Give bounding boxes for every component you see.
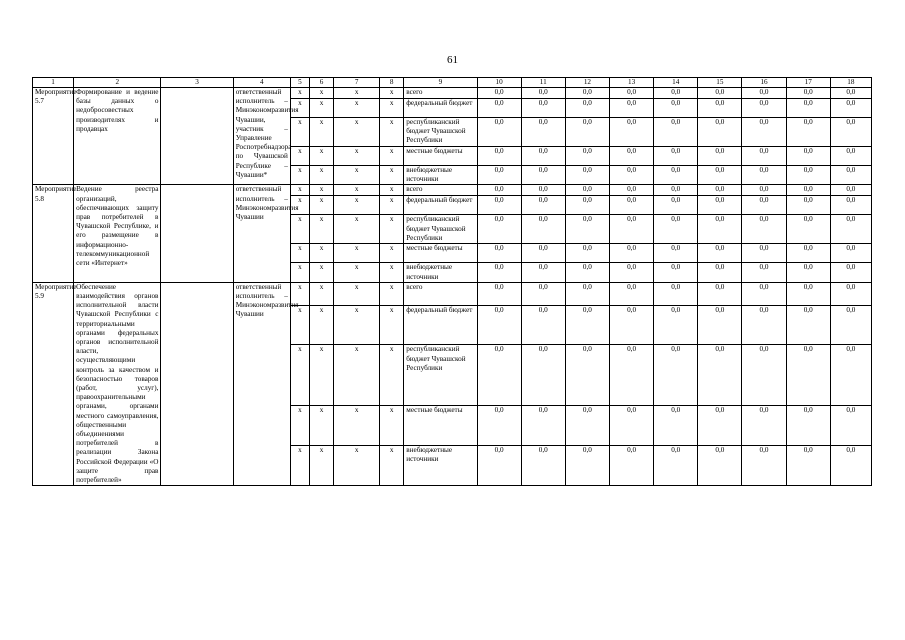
funding-source: внебюджетные источники xyxy=(404,445,477,486)
value-cell: 0,0 xyxy=(521,196,565,215)
value-cell: 0,0 xyxy=(742,263,786,282)
code-cell: x xyxy=(309,282,333,305)
value-cell: 0,0 xyxy=(742,185,786,196)
value-cell: 0,0 xyxy=(565,185,609,196)
value-cell: 0,0 xyxy=(609,196,653,215)
value-cell: 0,0 xyxy=(742,406,786,446)
value-cell: 0,0 xyxy=(609,166,653,185)
column-header: 17 xyxy=(786,78,830,88)
value-cell: 0,0 xyxy=(654,345,698,406)
code-cell: x xyxy=(290,305,309,345)
value-cell: 0,0 xyxy=(830,196,871,215)
value-cell: 0,0 xyxy=(654,406,698,446)
value-cell: 0,0 xyxy=(698,147,742,166)
value-cell: 0,0 xyxy=(565,215,609,244)
code-cell: x xyxy=(380,99,404,118)
table-row xyxy=(33,185,872,196)
code-cell: x xyxy=(334,406,380,446)
code-cell: x xyxy=(380,185,404,196)
value-cell: 0,0 xyxy=(609,99,653,118)
code-cell: x xyxy=(380,282,404,305)
value-cell: 0,0 xyxy=(654,263,698,282)
value-cell: 0,0 xyxy=(477,99,521,118)
value-cell: 0,0 xyxy=(521,118,565,147)
value-cell: 0,0 xyxy=(477,445,521,486)
value-cell: 0,0 xyxy=(565,263,609,282)
value-cell: 0,0 xyxy=(609,282,653,305)
funding-source: федеральный бюджет xyxy=(404,99,477,118)
value-cell: 0,0 xyxy=(786,215,830,244)
value-cell: 0,0 xyxy=(565,166,609,185)
value-cell: 0,0 xyxy=(654,305,698,345)
value-cell: 0,0 xyxy=(565,147,609,166)
code-cell: x xyxy=(290,445,309,486)
funding-source: местные бюджеты xyxy=(404,406,477,446)
column-header: 6 xyxy=(309,78,333,88)
code-cell: x xyxy=(334,88,380,99)
funding-source: федеральный бюджет xyxy=(404,305,477,345)
value-cell: 0,0 xyxy=(830,305,871,345)
code-cell: x xyxy=(290,406,309,446)
code-cell: x xyxy=(309,147,333,166)
value-cell: 0,0 xyxy=(786,185,830,196)
code-cell: x xyxy=(309,406,333,446)
activity-name: Обеспечение взаимодействия органов исполнительной власти Чувашской Республики с территориальными органами федеральных органов исполнительной власти, осуществляющими контроль за качеством и безопасностью товаров (работ, услуг), правоохранительными органами, органами местного самоуправления, общественными объединениями потребителей в реализации Закона Российской Федерации «О защите прав потребителей» xyxy=(74,282,161,485)
table-row xyxy=(33,282,872,305)
code-cell: x xyxy=(334,147,380,166)
value-cell: 0,0 xyxy=(521,406,565,446)
value-cell: 0,0 xyxy=(698,215,742,244)
value-cell: 0,0 xyxy=(830,185,871,196)
code-cell: x xyxy=(309,215,333,244)
column-header: 18 xyxy=(830,78,871,88)
column-3-cell xyxy=(161,282,233,485)
column-header: 14 xyxy=(654,78,698,88)
column-header: 16 xyxy=(742,78,786,88)
value-cell: 0,0 xyxy=(477,345,521,406)
value-cell: 0,0 xyxy=(521,88,565,99)
value-cell: 0,0 xyxy=(609,445,653,486)
code-cell: x xyxy=(380,118,404,147)
value-cell: 0,0 xyxy=(477,166,521,185)
value-cell: 0,0 xyxy=(521,282,565,305)
code-cell: x xyxy=(309,263,333,282)
value-cell: 0,0 xyxy=(786,147,830,166)
value-cell: 0,0 xyxy=(521,345,565,406)
value-cell: 0,0 xyxy=(786,166,830,185)
table-body xyxy=(33,88,872,486)
column-header: 7 xyxy=(334,78,380,88)
funding-source: всего xyxy=(404,282,477,305)
value-cell: 0,0 xyxy=(742,445,786,486)
value-cell: 0,0 xyxy=(698,445,742,486)
code-cell: x xyxy=(290,166,309,185)
column-header: 10 xyxy=(477,78,521,88)
column-header: 12 xyxy=(565,78,609,88)
value-cell: 0,0 xyxy=(609,244,653,263)
code-cell: x xyxy=(380,305,404,345)
code-cell: x xyxy=(334,345,380,406)
value-cell: 0,0 xyxy=(521,166,565,185)
code-cell: x xyxy=(290,118,309,147)
value-cell: 0,0 xyxy=(654,185,698,196)
code-cell: x xyxy=(309,305,333,345)
code-cell: x xyxy=(380,244,404,263)
value-cell: 0,0 xyxy=(786,345,830,406)
value-cell: 0,0 xyxy=(609,263,653,282)
value-cell: 0,0 xyxy=(521,445,565,486)
value-cell: 0,0 xyxy=(609,406,653,446)
code-cell: x xyxy=(309,445,333,486)
code-cell: x xyxy=(334,215,380,244)
funding-source: всего xyxy=(404,88,477,99)
code-cell: x xyxy=(380,147,404,166)
value-cell: 0,0 xyxy=(565,305,609,345)
activity-name: Ведение реестра организаций, обеспечивающих защиту прав потребителей в Чувашской Республике, и его размещение в информационно-телекоммуникационной сети «Интернет» xyxy=(74,185,161,282)
value-cell: 0,0 xyxy=(521,215,565,244)
value-cell: 0,0 xyxy=(742,147,786,166)
value-cell: 0,0 xyxy=(830,166,871,185)
value-cell: 0,0 xyxy=(830,263,871,282)
code-cell: x xyxy=(334,99,380,118)
column-header: 5 xyxy=(290,78,309,88)
code-cell: x xyxy=(380,215,404,244)
value-cell: 0,0 xyxy=(477,263,521,282)
value-cell: 0,0 xyxy=(609,118,653,147)
code-cell: x xyxy=(290,185,309,196)
value-cell: 0,0 xyxy=(477,88,521,99)
value-cell: 0,0 xyxy=(698,244,742,263)
executor-cell: ответственный исполнитель – Минэкономразвития Чувашии xyxy=(233,282,290,485)
value-cell: 0,0 xyxy=(830,99,871,118)
value-cell: 0,0 xyxy=(742,118,786,147)
column-header: 1 xyxy=(33,78,74,88)
activity-name: Формирование и ведение базы данных о недобросовестных производителях и продавцах xyxy=(74,88,161,185)
value-cell: 0,0 xyxy=(742,345,786,406)
value-cell: 0,0 xyxy=(830,215,871,244)
value-cell: 0,0 xyxy=(609,305,653,345)
value-cell: 0,0 xyxy=(786,305,830,345)
funding-source: республиканский бюджет Чувашской Республики xyxy=(404,345,477,406)
code-cell: x xyxy=(334,282,380,305)
code-cell: x xyxy=(334,244,380,263)
value-cell: 0,0 xyxy=(565,88,609,99)
value-cell: 0,0 xyxy=(786,99,830,118)
value-cell: 0,0 xyxy=(786,244,830,263)
value-cell: 0,0 xyxy=(654,166,698,185)
value-cell: 0,0 xyxy=(477,196,521,215)
value-cell: 0,0 xyxy=(698,305,742,345)
value-cell: 0,0 xyxy=(521,99,565,118)
column-header: 4 xyxy=(233,78,290,88)
code-cell: x xyxy=(309,244,333,263)
code-cell: x xyxy=(380,445,404,486)
value-cell: 0,0 xyxy=(698,185,742,196)
funding-source: внебюджетные источники xyxy=(404,166,477,185)
code-cell: x xyxy=(309,166,333,185)
value-cell: 0,0 xyxy=(565,118,609,147)
value-cell: 0,0 xyxy=(609,215,653,244)
value-cell: 0,0 xyxy=(830,88,871,99)
value-cell: 0,0 xyxy=(786,196,830,215)
value-cell: 0,0 xyxy=(786,118,830,147)
value-cell: 0,0 xyxy=(786,282,830,305)
activity-code: Мероприятие 5.8 xyxy=(33,185,74,282)
value-cell: 0,0 xyxy=(742,215,786,244)
header-row xyxy=(33,78,872,88)
code-cell: x xyxy=(380,263,404,282)
code-cell: x xyxy=(309,88,333,99)
code-cell: x xyxy=(290,282,309,305)
value-cell: 0,0 xyxy=(830,244,871,263)
value-cell: 0,0 xyxy=(830,118,871,147)
value-cell: 0,0 xyxy=(830,147,871,166)
code-cell: x xyxy=(380,196,404,215)
code-cell: x xyxy=(334,445,380,486)
code-cell: x xyxy=(290,215,309,244)
value-cell: 0,0 xyxy=(477,185,521,196)
code-cell: x xyxy=(309,345,333,406)
funding-source: всего xyxy=(404,185,477,196)
value-cell: 0,0 xyxy=(654,196,698,215)
code-cell: x xyxy=(334,118,380,147)
value-cell: 0,0 xyxy=(654,282,698,305)
executor-cell: ответственный исполнитель – Минэкономразвития Чувашии xyxy=(233,185,290,282)
value-cell: 0,0 xyxy=(565,282,609,305)
code-cell: x xyxy=(334,185,380,196)
code-cell: x xyxy=(290,99,309,118)
code-cell: x xyxy=(309,118,333,147)
value-cell: 0,0 xyxy=(786,406,830,446)
value-cell: 0,0 xyxy=(565,99,609,118)
code-cell: x xyxy=(290,88,309,99)
funding-source: местные бюджеты xyxy=(404,147,477,166)
value-cell: 0,0 xyxy=(609,185,653,196)
value-cell: 0,0 xyxy=(654,147,698,166)
value-cell: 0,0 xyxy=(698,263,742,282)
column-header: 11 xyxy=(521,78,565,88)
column-header: 13 xyxy=(609,78,653,88)
code-cell: x xyxy=(380,166,404,185)
value-cell: 0,0 xyxy=(609,88,653,99)
value-cell: 0,0 xyxy=(830,345,871,406)
value-cell: 0,0 xyxy=(742,244,786,263)
table-row xyxy=(33,88,872,99)
code-cell: x xyxy=(309,196,333,215)
value-cell: 0,0 xyxy=(654,88,698,99)
value-cell: 0,0 xyxy=(521,305,565,345)
budget-table xyxy=(32,77,872,486)
code-cell: x xyxy=(290,244,309,263)
column-header: 2 xyxy=(74,78,161,88)
value-cell: 0,0 xyxy=(654,99,698,118)
value-cell: 0,0 xyxy=(654,445,698,486)
value-cell: 0,0 xyxy=(477,215,521,244)
funding-source: внебюджетные источники xyxy=(404,263,477,282)
code-cell: x xyxy=(334,166,380,185)
value-cell: 0,0 xyxy=(521,244,565,263)
code-cell: x xyxy=(290,196,309,215)
value-cell: 0,0 xyxy=(698,196,742,215)
value-cell: 0,0 xyxy=(565,406,609,446)
code-cell: x xyxy=(290,263,309,282)
column-header: 3 xyxy=(161,78,233,88)
funding-source: местные бюджеты xyxy=(404,244,477,263)
funding-source: республиканский бюджет Чувашской Республики xyxy=(404,215,477,244)
code-cell: x xyxy=(309,99,333,118)
value-cell: 0,0 xyxy=(698,118,742,147)
column-header: 8 xyxy=(380,78,404,88)
value-cell: 0,0 xyxy=(698,345,742,406)
value-cell: 0,0 xyxy=(830,406,871,446)
value-cell: 0,0 xyxy=(742,166,786,185)
column-3-cell xyxy=(161,185,233,282)
value-cell: 0,0 xyxy=(786,88,830,99)
code-cell: x xyxy=(380,345,404,406)
value-cell: 0,0 xyxy=(830,282,871,305)
code-cell: x xyxy=(334,305,380,345)
code-cell: x xyxy=(334,196,380,215)
value-cell: 0,0 xyxy=(742,88,786,99)
code-cell: x xyxy=(290,147,309,166)
value-cell: 0,0 xyxy=(565,445,609,486)
value-cell: 0,0 xyxy=(698,406,742,446)
value-cell: 0,0 xyxy=(786,263,830,282)
code-cell: x xyxy=(334,263,380,282)
value-cell: 0,0 xyxy=(698,166,742,185)
value-cell: 0,0 xyxy=(742,99,786,118)
value-cell: 0,0 xyxy=(477,118,521,147)
value-cell: 0,0 xyxy=(609,147,653,166)
code-cell: x xyxy=(290,345,309,406)
column-header: 9 xyxy=(404,78,477,88)
value-cell: 0,0 xyxy=(742,305,786,345)
value-cell: 0,0 xyxy=(698,99,742,118)
value-cell: 0,0 xyxy=(565,244,609,263)
value-cell: 0,0 xyxy=(477,147,521,166)
activity-code: Мероприятие 5.7 xyxy=(33,88,74,185)
value-cell: 0,0 xyxy=(521,263,565,282)
value-cell: 0,0 xyxy=(477,244,521,263)
value-cell: 0,0 xyxy=(477,305,521,345)
value-cell: 0,0 xyxy=(477,282,521,305)
executor-cell: ответственный исполнитель – Минэкономразвития Чувашии, участник – Управление Роспотребнадзора по Чувашской Республике – Чувашии* xyxy=(233,88,290,185)
value-cell: 0,0 xyxy=(654,118,698,147)
funding-source: республиканский бюджет Чувашской Республики xyxy=(404,118,477,147)
value-cell: 0,0 xyxy=(830,445,871,486)
activity-code: Мероприятие 5.9 xyxy=(33,282,74,485)
column-3-cell xyxy=(161,88,233,185)
page-number: 61 xyxy=(447,54,458,66)
value-cell: 0,0 xyxy=(521,147,565,166)
value-cell: 0,0 xyxy=(521,185,565,196)
code-cell: x xyxy=(380,88,404,99)
code-cell: x xyxy=(309,185,333,196)
value-cell: 0,0 xyxy=(698,88,742,99)
value-cell: 0,0 xyxy=(654,244,698,263)
value-cell: 0,0 xyxy=(565,345,609,406)
value-cell: 0,0 xyxy=(742,282,786,305)
column-header: 15 xyxy=(698,78,742,88)
value-cell: 0,0 xyxy=(654,215,698,244)
value-cell: 0,0 xyxy=(742,196,786,215)
value-cell: 0,0 xyxy=(609,345,653,406)
value-cell: 0,0 xyxy=(477,406,521,446)
value-cell: 0,0 xyxy=(565,196,609,215)
value-cell: 0,0 xyxy=(786,445,830,486)
value-cell: 0,0 xyxy=(698,282,742,305)
code-cell: x xyxy=(380,406,404,446)
funding-source: федеральный бюджет xyxy=(404,196,477,215)
